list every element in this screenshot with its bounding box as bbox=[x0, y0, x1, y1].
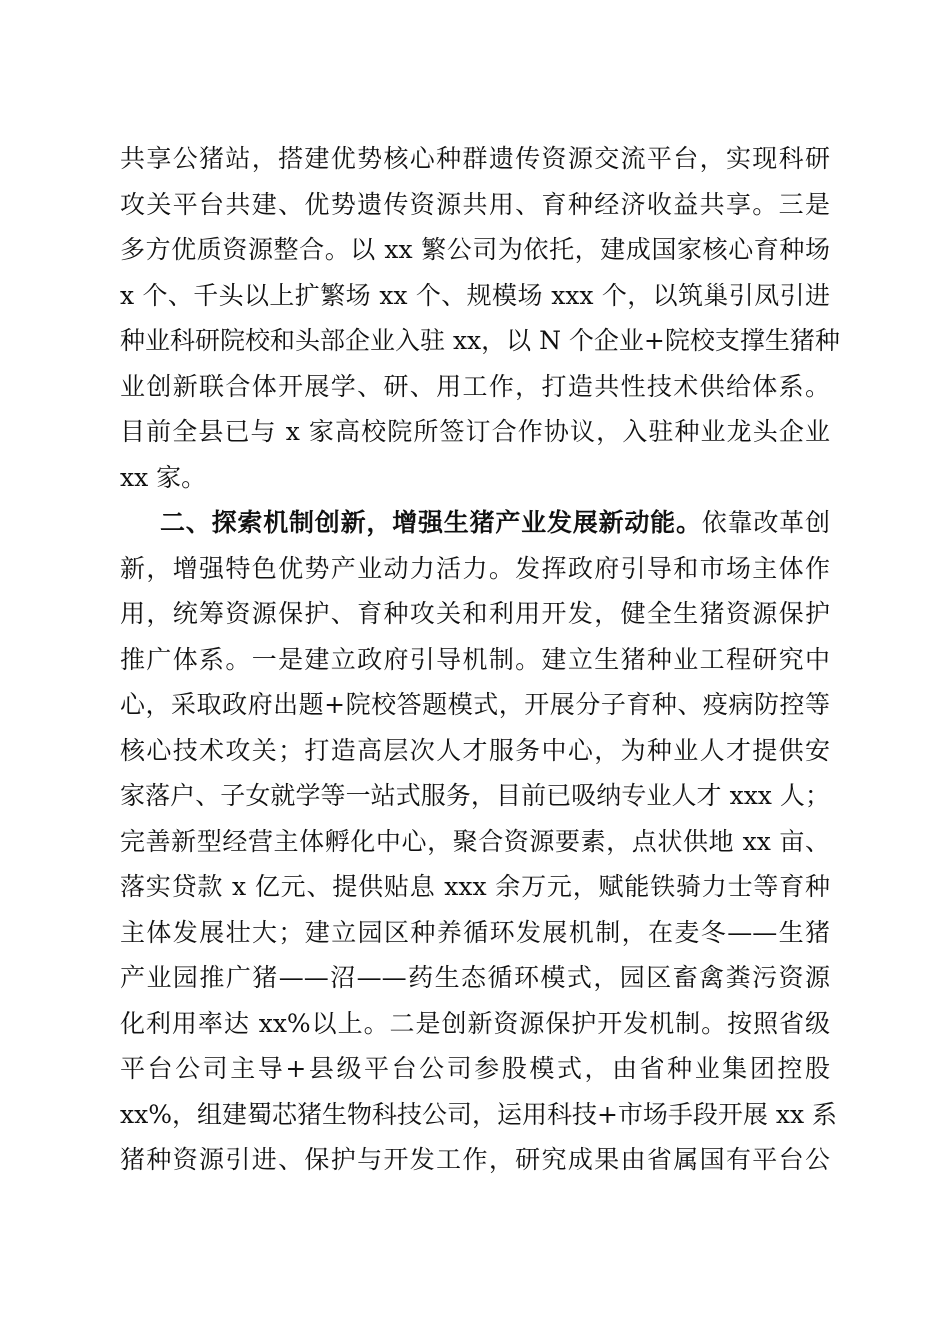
paragraph-line: 化利用率达 xx%以上。二是创新资源保护开发机制。按照省级 bbox=[120, 1008, 830, 1038]
paragraph-line: 推广体系。一是建立政府引导机制。建立生猪种业工程研究中 bbox=[120, 644, 830, 674]
paragraph-line: x 个、千头以上扩繁场 xx 个、规模场 xxx 个，以筑巢引凤引进 bbox=[120, 280, 830, 310]
paragraph-continuation bbox=[120, 136, 840, 500]
paragraph-line: 产业园推广猪——沼——药生态循环模式，园区畜禽粪污资源 bbox=[120, 963, 830, 992]
paragraph-line: 新，增强特色优势产业动力活力。发挥政府引导和市场主体作 bbox=[120, 553, 830, 583]
paragraph-mechanism-innovation bbox=[120, 500, 837, 1183]
paragraph-line: xx 家。 bbox=[120, 462, 207, 492]
paragraph-line: 业创新联合体开展学、研、用工作，打造共性技术供给体系。 bbox=[120, 371, 830, 401]
paragraph-line: 落实贷款 x 亿元、提供贴息 xxx 余万元，赋能铁骑力士等育种 bbox=[120, 872, 830, 901]
paragraph-line: 攻关平台共建、优势遗传资源共用、育种经济收益共享。三是 bbox=[120, 189, 830, 219]
paragraph-line: 共享公猪站，搭建优势核心种群遗传资源交流平台，实现科研 bbox=[120, 144, 830, 173]
paragraph-line: 核心技术攻关；打造高层次人才服务中心，为种业人才提供安 bbox=[120, 735, 830, 765]
paragraph-line: 目前全县已与 x 家高校院所签订合作协议，入驻种业龙头企业 bbox=[120, 417, 830, 446]
paragraph-first-line bbox=[120, 500, 830, 546]
paragraph-line: 完善新型经营主体孵化中心，聚合资源要素，点状供地 xx 亩、 bbox=[120, 826, 830, 856]
paragraph-line: 种业科研院校和头部企业入驻 xx，以 N 个企业+院校支撑生猪种 bbox=[120, 326, 840, 355]
paragraph-line: 主体发展壮大；建立园区种养循环发展机制，在麦冬——生猪 bbox=[120, 917, 830, 947]
paragraph-line-rest: 依靠改革创 bbox=[701, 508, 830, 537]
paragraph-line: 用，统筹资源保护、育种攻关和利用开发，健全生猪资源保护 bbox=[120, 599, 830, 628]
paragraph-line: xx%，组建蜀芯猪生物科技公司，运用科技+市场手段开展 xx 系 bbox=[120, 1099, 837, 1129]
paragraph-line: 平台公司主导+县级平台公司参股模式，由省种业集团控股 bbox=[120, 1054, 830, 1083]
section-heading: 二、探索机制创新，增强生猪产业发展新动能。 bbox=[160, 508, 702, 537]
paragraph-line: 猪种资源引进、保护与开发工作，研究成果由省属国有平台公 bbox=[120, 1145, 830, 1174]
paragraph-line: 家落户、子女就学等一站式服务，目前已吸纳专业人才 xxx 人； bbox=[120, 781, 830, 810]
paragraph-line: 心，采取政府出题+院校答题模式，开展分子育种、疫病防控等 bbox=[120, 690, 830, 719]
paragraph-line: 多方优质资源整合。以 xx 繁公司为依托，建成国家核心育种场 bbox=[120, 235, 830, 264]
